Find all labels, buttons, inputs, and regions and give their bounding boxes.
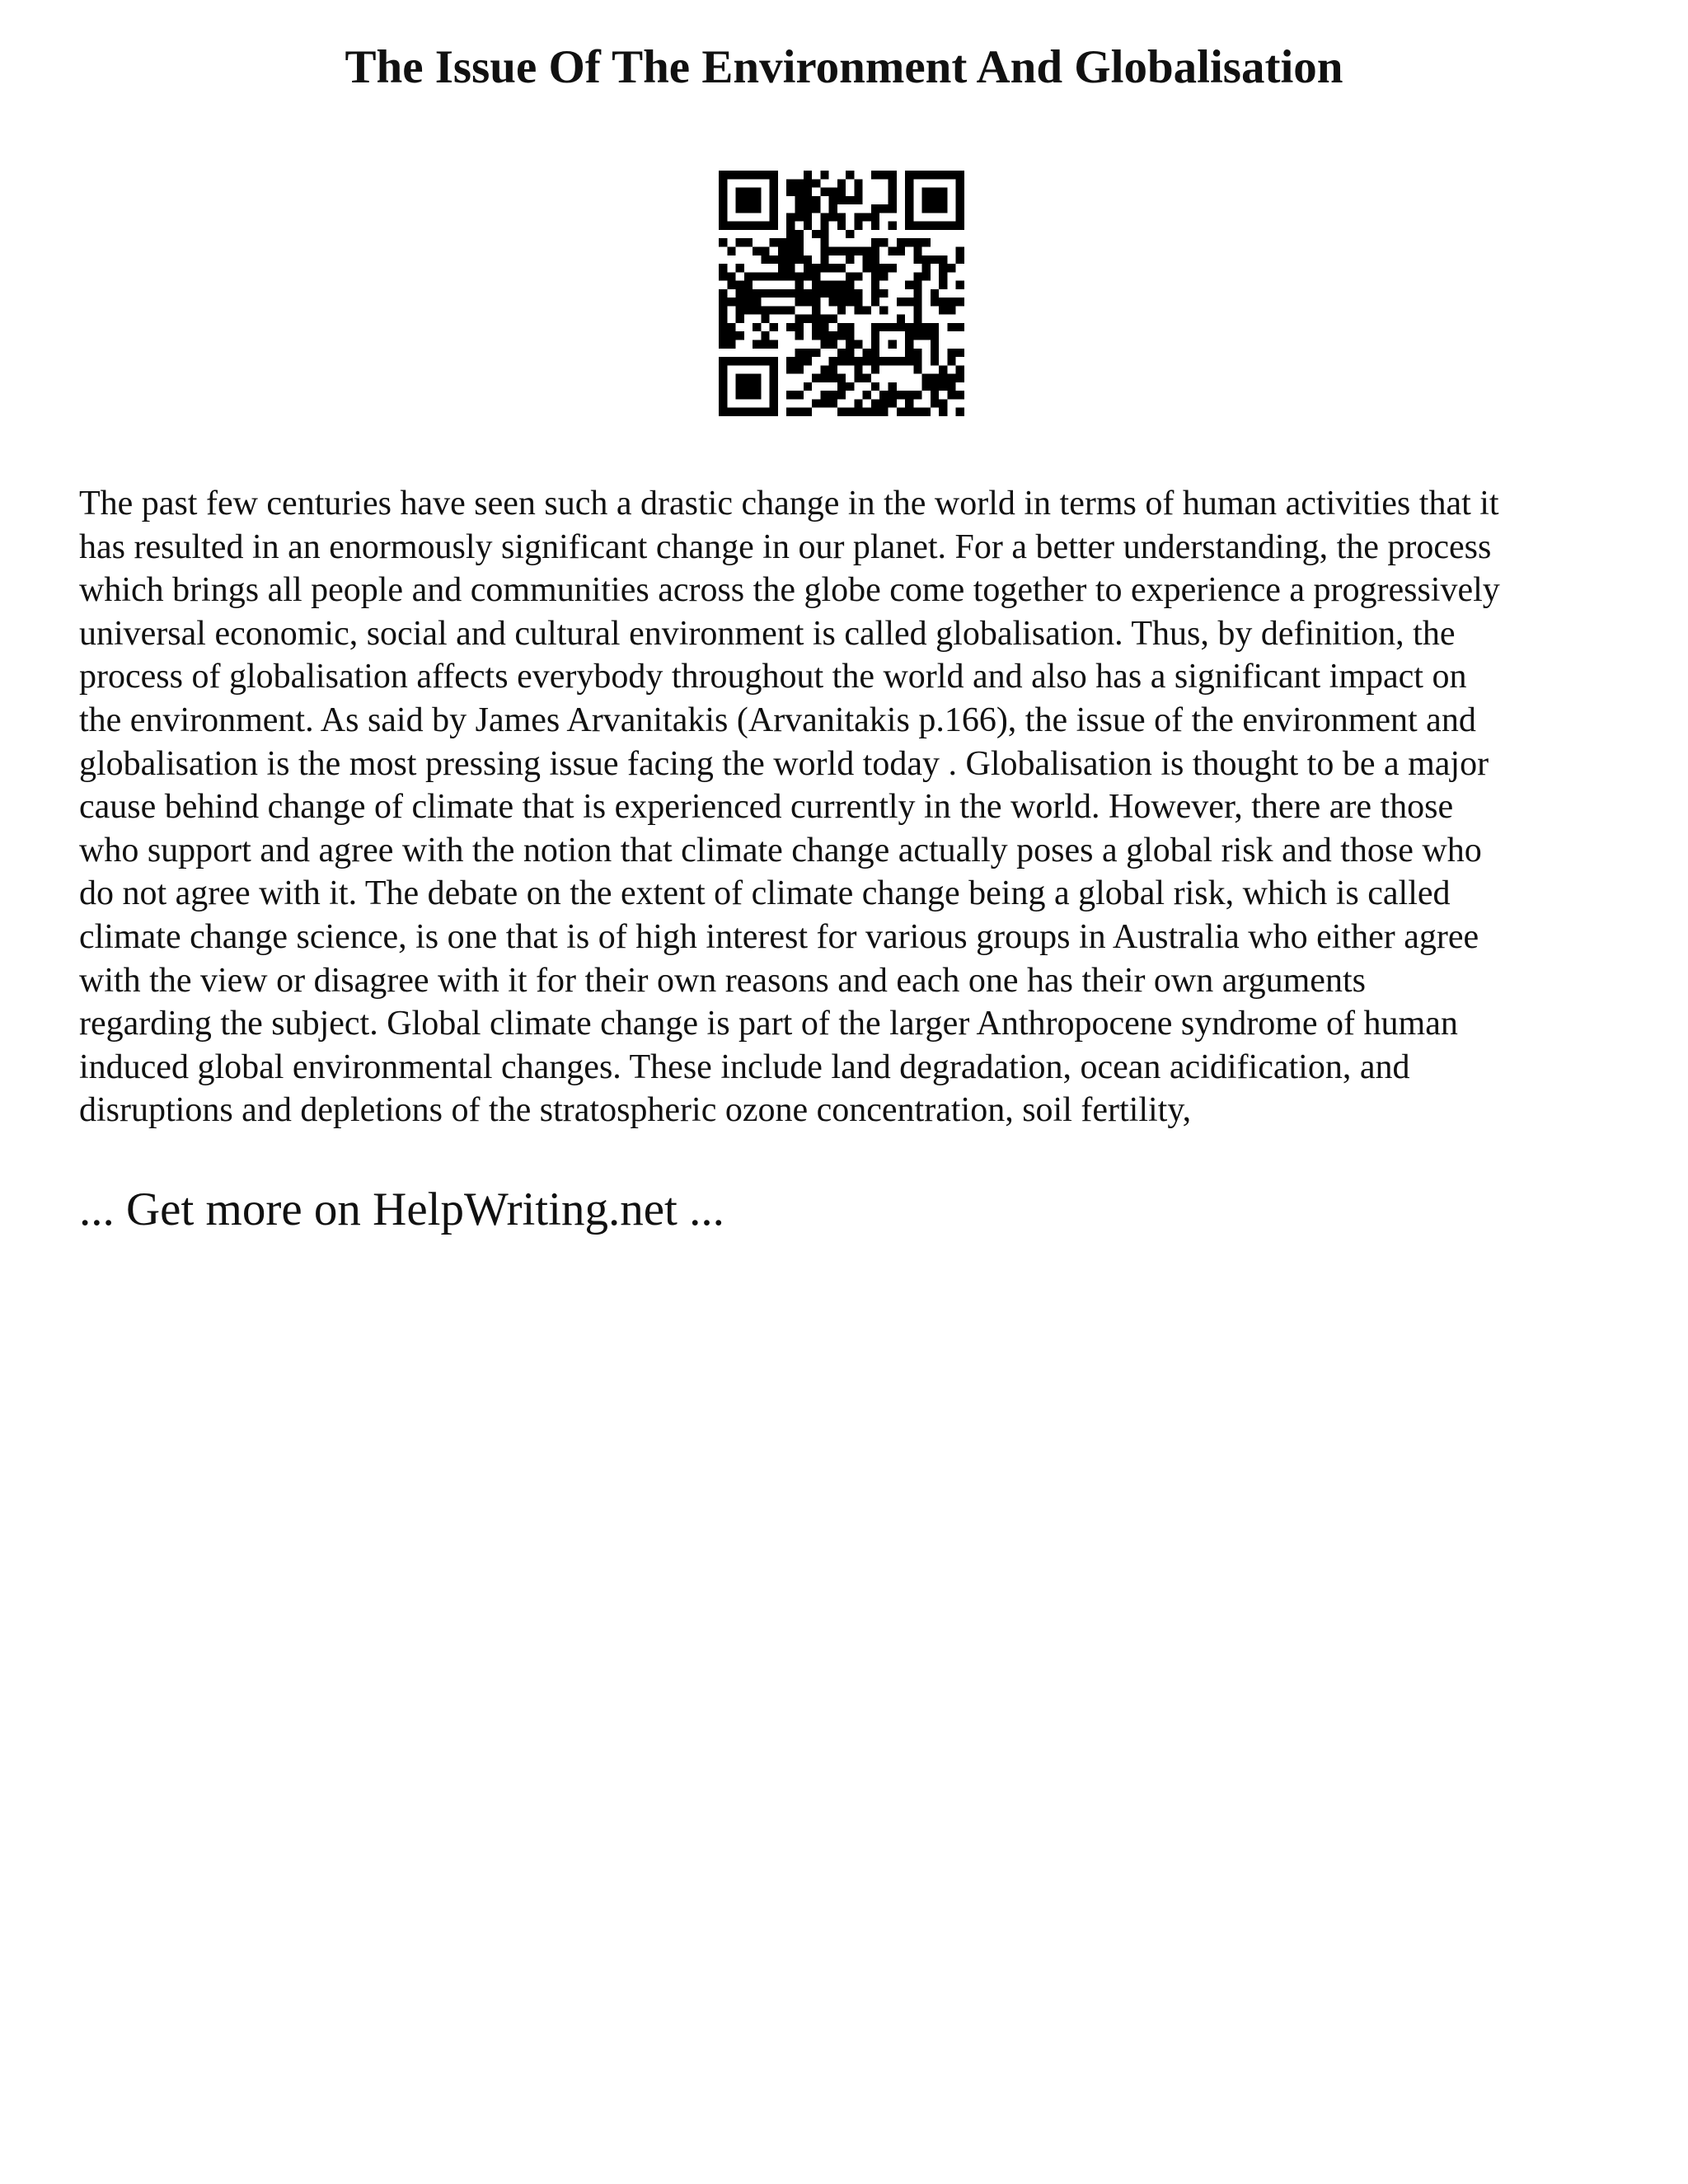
get-more-link[interactable]: ... Get more on HelpWriting.net ... [79, 1183, 724, 1235]
qr-code-icon [719, 171, 964, 416]
body-line: disruptions and depletions of the stratospheric ozone concentration, soil fertility, [79, 1091, 1192, 1130]
body-line: which brings all people and communities across the globe come together to experience a progressively [79, 571, 1500, 610]
body-line: The past few centuries have seen such a drastic change in the world in terms of human activities that it [79, 485, 1499, 523]
body-line: process of globalisation affects everybody throughout the world and also has a significant impact on [79, 658, 1467, 696]
body-line: climate change science, is one that is of high interest for various groups in Australia who either agree [79, 917, 1479, 956]
body-line: cause behind change of climate that is experienced currently in the world. However, there are those [79, 788, 1454, 827]
body-line: universal economic, social and cultural environment is called globalisation. Thus, by definition, the [79, 614, 1456, 653]
page-title: The Issue Of The Environment And Globalisation [345, 41, 1343, 93]
body-line: who support and agree with the notion that climate change actually poses a global risk and those who [79, 831, 1482, 869]
body-line: has resulted in an enormously significant change in our planet. For a better understanding, the process [79, 527, 1492, 566]
body-line: regarding the subject. Global climate change is part of the larger Anthropocene syndrome of human [79, 1005, 1458, 1043]
body-line: globalisation is the most pressing issue facing the world today . Globalisation is thought to be a major [79, 744, 1489, 783]
body-line: the environment. As said by James Arvanitakis (Arvanitakis p.166), the issue of the environment and [79, 701, 1476, 739]
body-line: with the view or disagree with it for their own reasons and each one has their own arguments [79, 961, 1366, 1000]
body-line: do not agree with it. The debate on the extent of climate change being a global risk, which is called [79, 874, 1451, 913]
body-line: induced global environmental changes. These include land degradation, ocean acidification, and [79, 1047, 1410, 1086]
body-paragraph [79, 482, 1620, 1132]
